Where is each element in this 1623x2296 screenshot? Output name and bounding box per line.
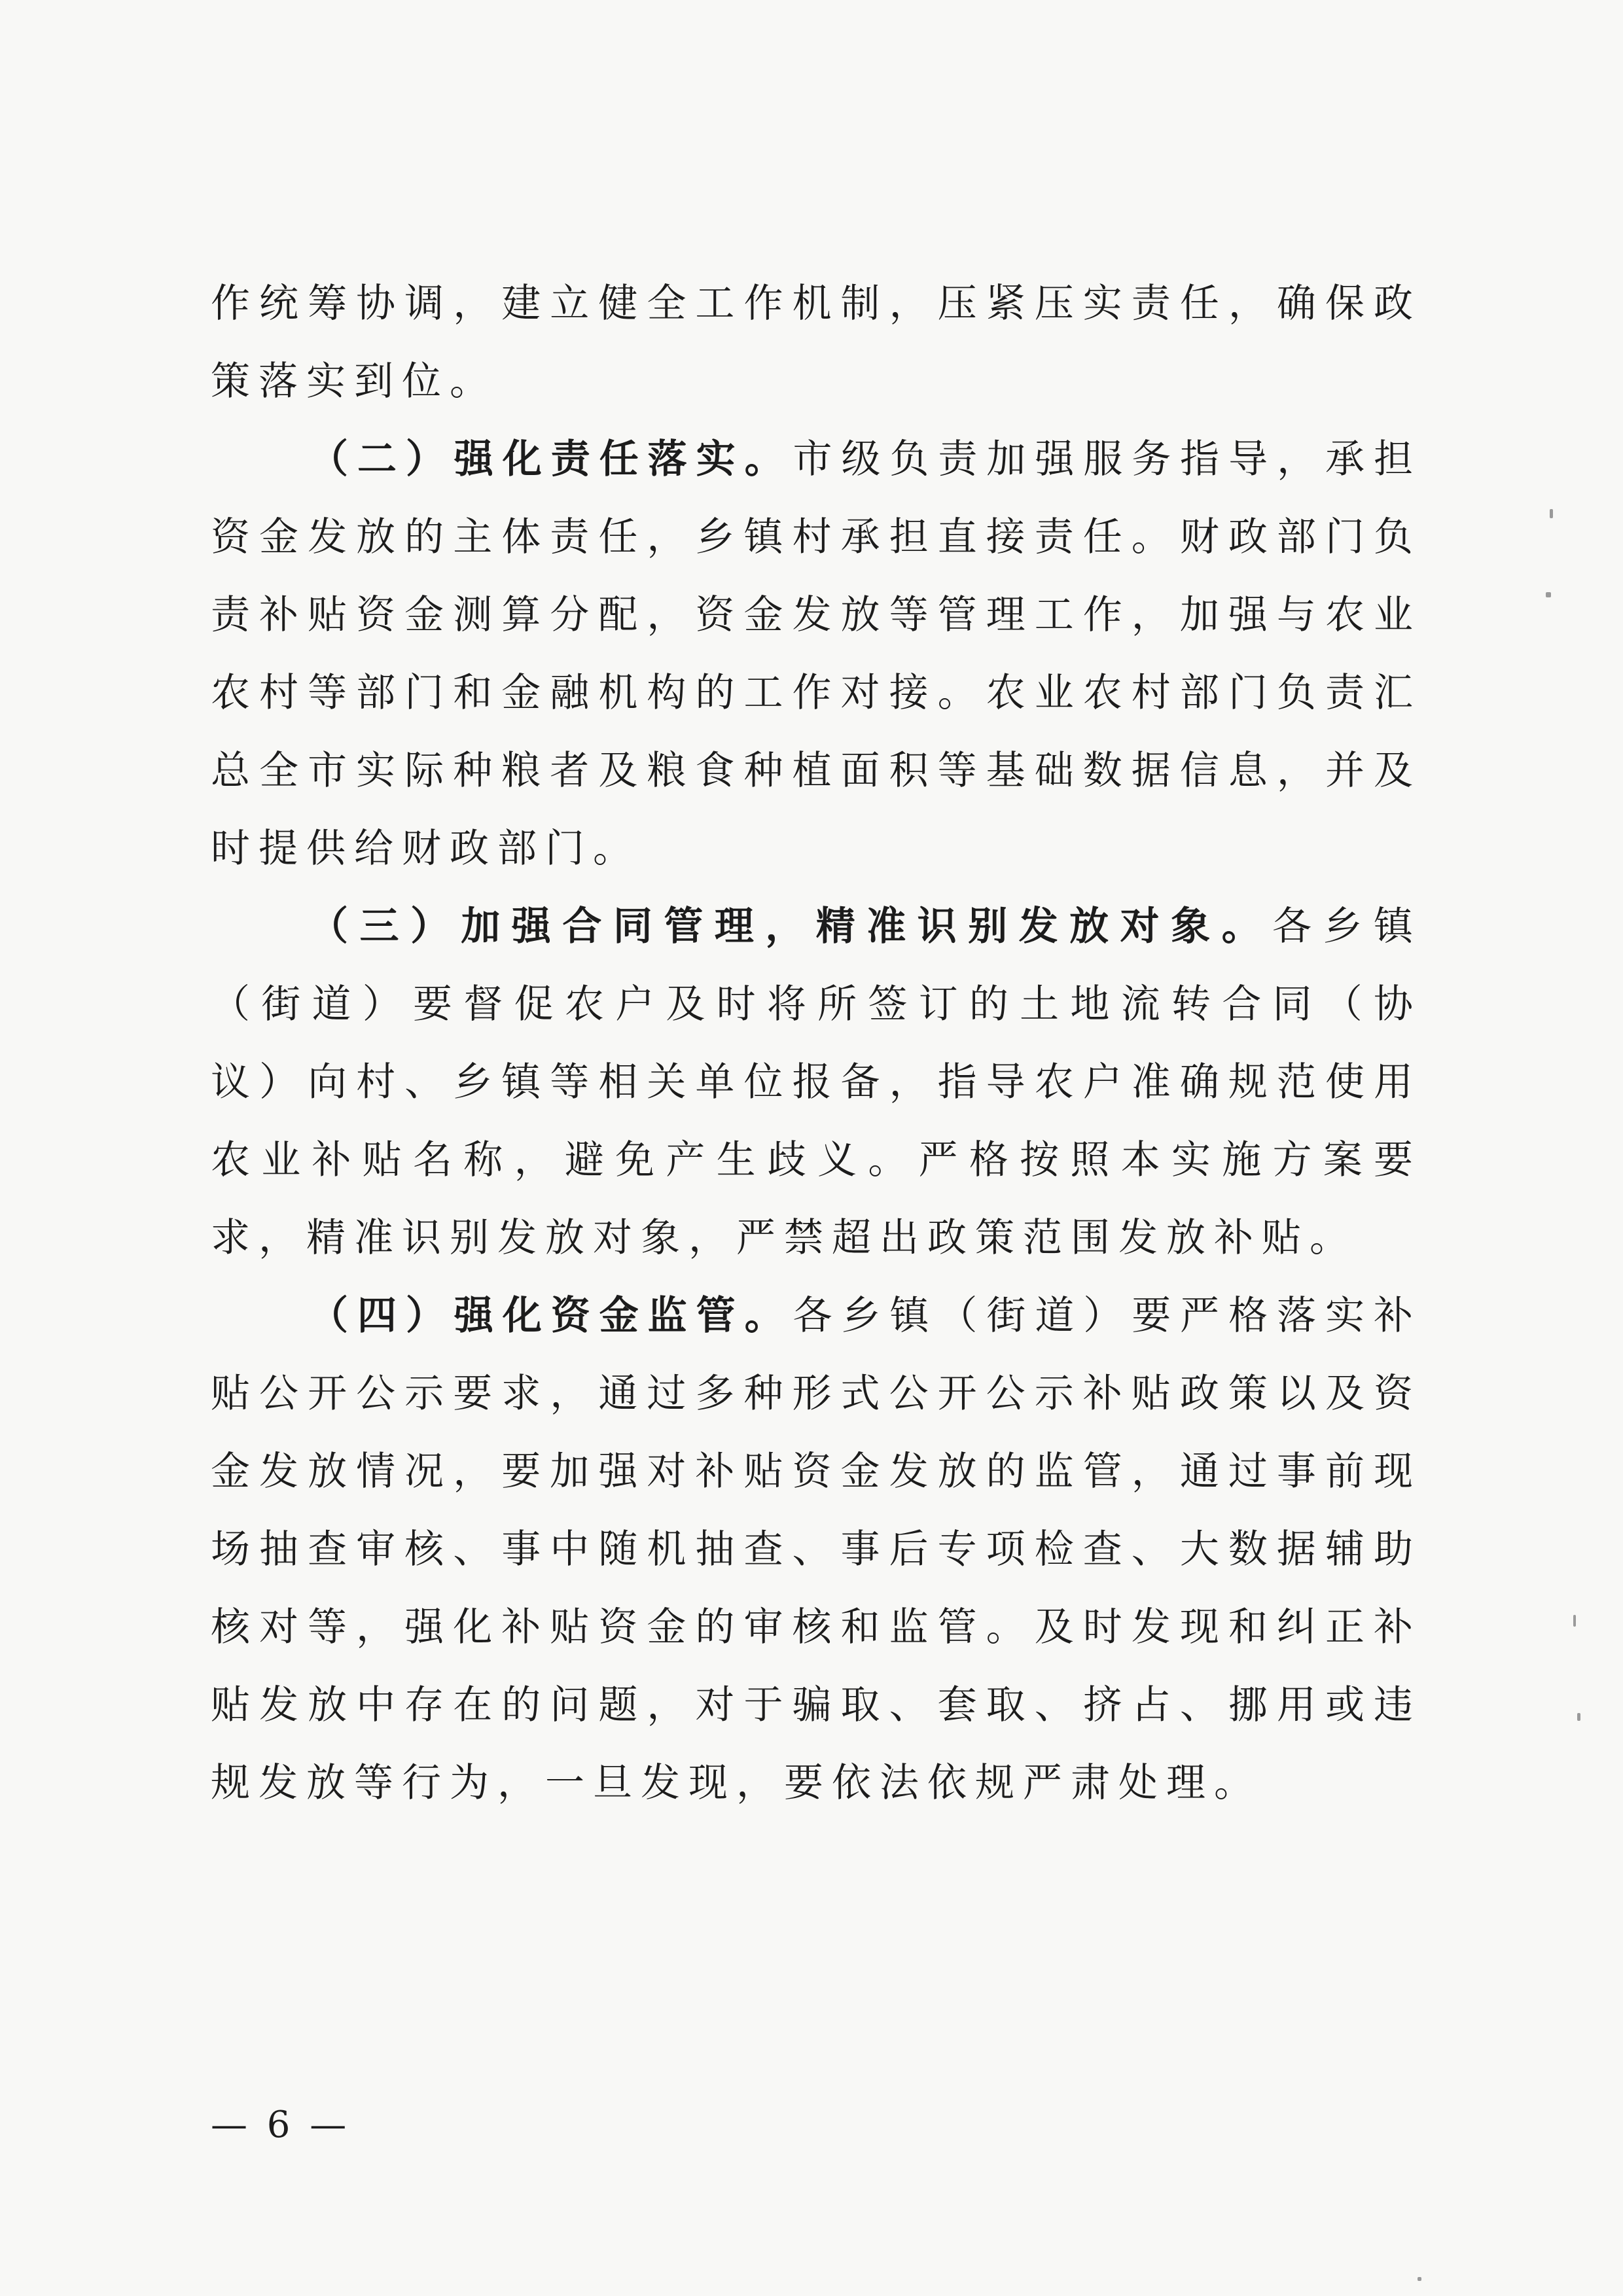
paragraph-contract-management xyxy=(211,888,1421,1277)
paragraph-text: 各乡镇（街道）要严格落实补贴公开公示要求，通过多种形式公开公示补贴政策以及资金发放情况，要加强对补贴资金发放的监管，通过事前现场抽查审核、事中随机抽查、事后专项检查、大数据辅助核对等，强化补贴资金的审核和监管。及时发现和纠正补贴发放中存在的问题，对于骗取、套取、挤占、挪用或违规发放等行为，一旦发现，要依法依规严肃处理。 xyxy=(211,1293,1422,1806)
paragraph-text: 市级负责加强服务指导，承担资金发放的主体责任，乡镇村承担直接责任。财政部门负责补贴资金测算分配，资金发放等管理工作，加强与农业农村等部门和金融机构的工作对接。农业农村部门负责汇总全市实际种粮者及粮食种植面积等基础数据信息，并及时提供给财政部门。 xyxy=(211,436,1422,872)
page-number: — 6 — xyxy=(211,2104,351,2146)
paragraph-continuation xyxy=(211,265,1421,421)
paragraph-responsibility xyxy=(211,421,1421,888)
scan-speck xyxy=(1546,592,1551,597)
paragraph-text: 作统筹协调，建立健全工作机制，压紧压实责任，确保政策落实到位。 xyxy=(211,281,1421,404)
scan-speck xyxy=(1550,509,1553,518)
section-heading: （二）强化责任落实。 xyxy=(309,436,793,482)
document-body xyxy=(211,265,1421,1822)
scan-speck xyxy=(1418,2277,1421,2281)
section-heading: （四）强化资金监管。 xyxy=(309,1293,793,1339)
section-heading: （三）加强合同管理，精准识别发放对象。 xyxy=(309,904,1273,949)
paragraph-fund-supervision xyxy=(211,1277,1421,1822)
paragraph-text: 各乡镇（街道）要督促农户及时将所签订的土地流转合同（协议）向村、乡镇等相关单位报备，指导农户准确规范使用农业补贴名称，避免产生歧义。严格按照本实施方案要求，精准识别发放对象，严禁超出政策范围发放补贴。 xyxy=(211,904,1421,1261)
scan-speck xyxy=(1577,1713,1580,1721)
scan-speck xyxy=(1573,1615,1576,1627)
